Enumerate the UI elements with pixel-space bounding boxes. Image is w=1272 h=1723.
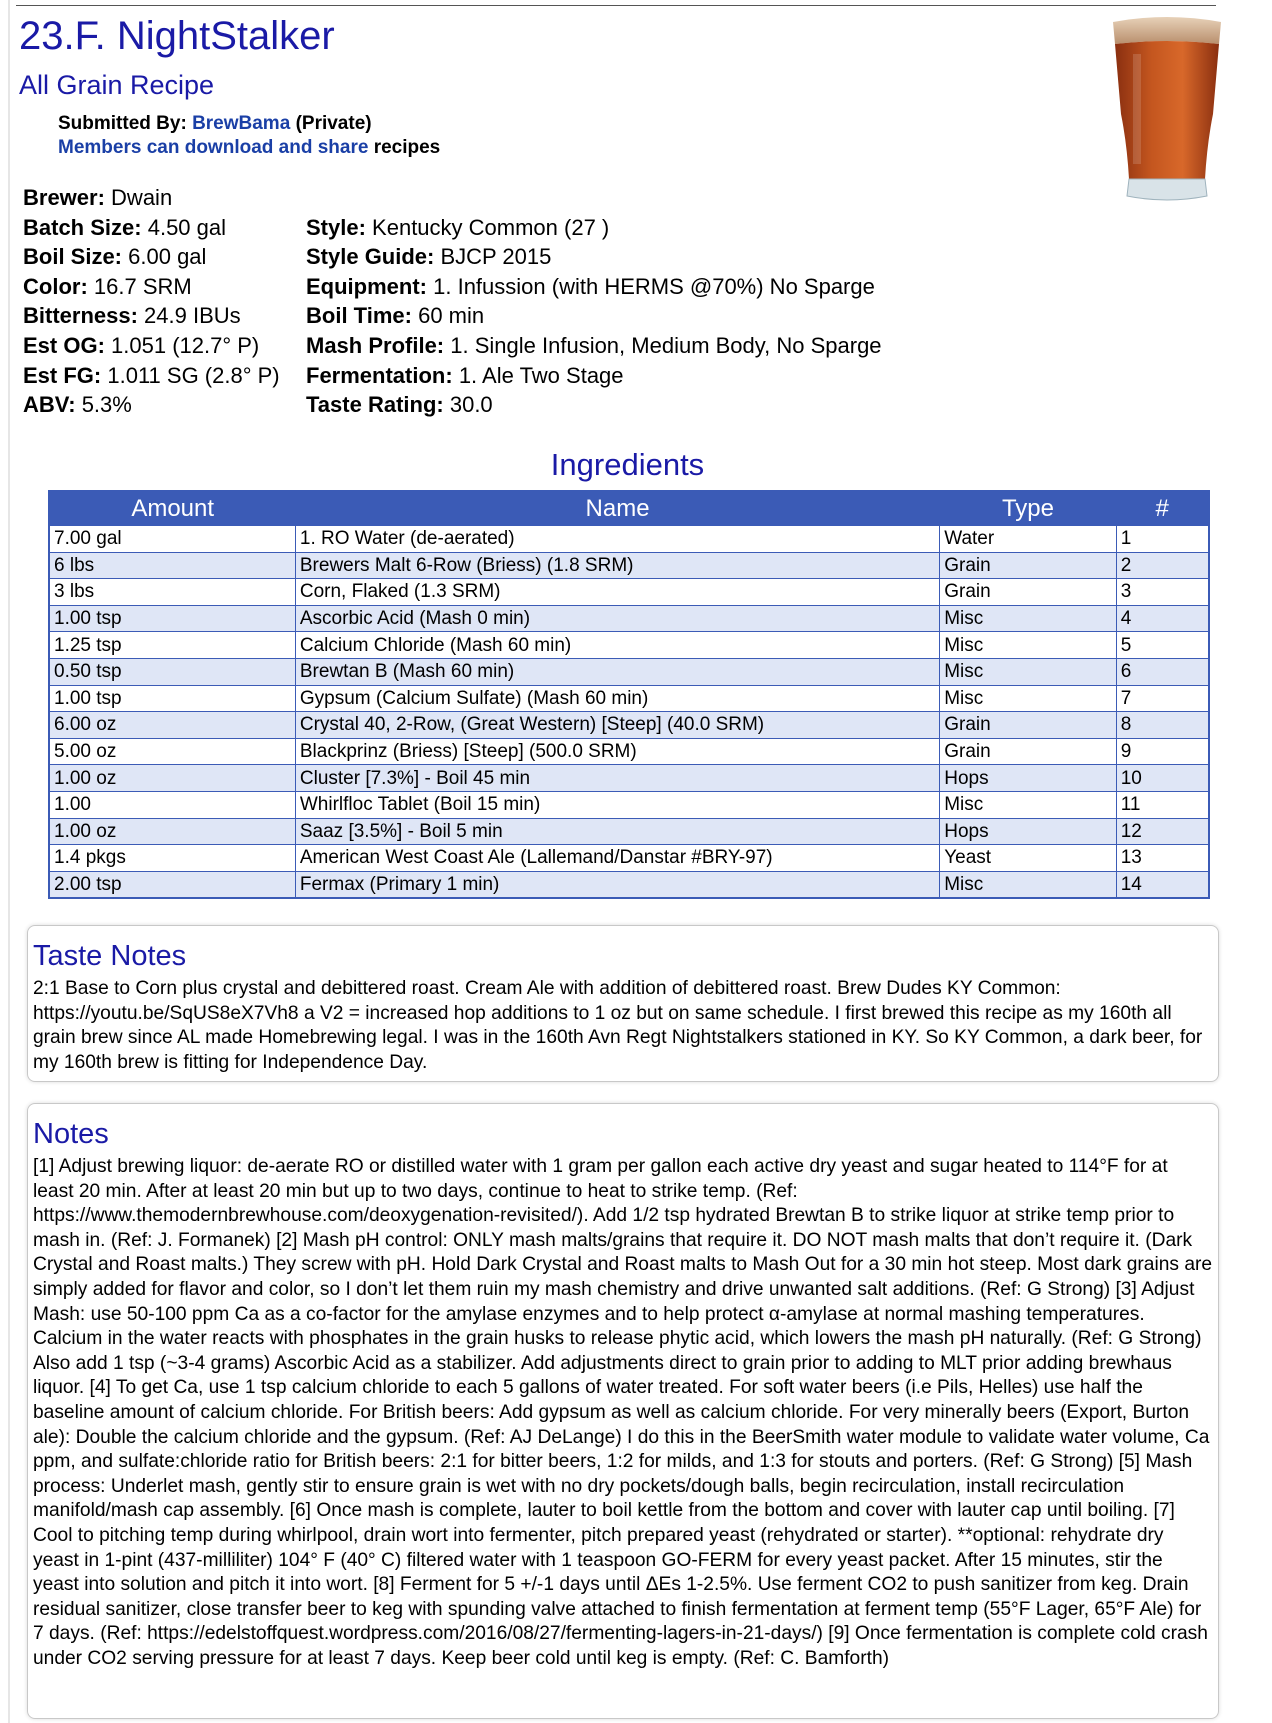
cell-type: Water — [940, 526, 1117, 553]
cell-number: 12 — [1116, 818, 1209, 845]
ingredients-header-row — [49, 491, 1209, 526]
cell-number: 14 — [1116, 871, 1209, 898]
beer-glass-icon — [1107, 14, 1227, 214]
submitted-block — [58, 112, 440, 160]
cell-type: Grain — [940, 579, 1117, 606]
cell-number: 11 — [1116, 791, 1209, 818]
submitted-label: Submitted By: — [58, 113, 187, 134]
stat-bitterness: Bitterness: 24.9 IBUs — [23, 303, 241, 329]
table-row — [49, 765, 1209, 792]
stat-style: Style: Kentucky Common (27 ) — [306, 214, 610, 240]
cell-amount: 6.00 oz — [49, 712, 295, 739]
table-row — [49, 552, 1209, 579]
table-row — [49, 605, 1209, 632]
cell-type: Misc — [940, 658, 1117, 685]
table-row — [49, 632, 1209, 659]
cell-name: 1. RO Water (de-aerated) — [295, 526, 939, 553]
column-header-type: Type — [940, 491, 1117, 526]
table-row — [49, 871, 1209, 898]
cell-type: Grain — [940, 552, 1117, 579]
recipe-stats-right — [306, 213, 882, 420]
cell-number: 13 — [1116, 845, 1209, 872]
cell-name: Blackprinz (Briess) [Steep] (500.0 SRM) — [295, 738, 939, 765]
cell-type: Grain — [940, 712, 1117, 739]
cell-type: Misc — [940, 632, 1117, 659]
table-row — [49, 658, 1209, 685]
cell-amount: 5.00 oz — [49, 738, 295, 765]
stat-boil-time: Boil Time: 60 min — [306, 303, 485, 329]
cell-amount: 0.50 tsp — [49, 658, 295, 685]
table-row — [49, 526, 1209, 553]
cell-amount: 7.00 gal — [49, 526, 295, 553]
ingredients-body — [49, 526, 1209, 899]
stat-taste-rating: Taste Rating: 30.0 — [306, 392, 493, 418]
table-row — [49, 818, 1209, 845]
cell-name: Brewers Malt 6-Row (Briess) (1.8 SRM) — [295, 552, 939, 579]
stat-est-fg: Est FG: 1.011 SG (2.8° P) — [23, 362, 280, 388]
cell-amount: 1.00 oz — [49, 818, 295, 845]
recipe-stats-left — [23, 183, 280, 420]
stat-brewer: Brewer: Dwain — [23, 185, 173, 210]
notes-text: [1] Adjust brewing liquor: de-aerate RO or distilled water with 1 gram per gallon each active dry yeast and sugar heated to 114°F for at least 20 min. After at least 20 min but up to two days, continue to heat to strike temp. (Ref: https://www.themodernbrewhouse.com/deoxygenation-revisited/). Add 1/2 tsp hydrated Brewtan B to strike liquor at strike temp prior to mash in. (Ref: J. Formanek) [2] Mash pH control: ONLY mash malts/grains that require it. DO NOT mash malts that don’t require it. (Dark Crystal and Roast malts.) They screw with pH. Hold Dark Crystal and Roast malts to Mash Out for a 30 min hot steep. Most dark grains are simply added for flavor and color, so I don’t let them ruin my mash chemistry and drive unwanted salt additions. (Ref: G Strong) [3] Adjust Mash: use 50-100 ppm Ca as a co-factor for the amylase enzymes and to help protect α-amylase at normal mashing temperatures. Calcium in the water reacts with phosphates in the grain husks to release phytic acid, which lowers the mash pH naturally. (Ref: G Strong) Also add 1 tsp (~3-4 grams) Ascorbic Acid as a stabilizer. Add adjustments direct to grain prior to adding to MLT prior adding brewhaus liquor. [4] To get Ca, use 1 tsp calcium chloride to each 5 gallons of water treated. For soft water beers (i.e Pils, Helles) use half the baseline amount of calcium chloride. For British beers: Add gypsum as well as calcium chloride. For very minerally beers (Export, Burton ale): Double the calcium chloride and the gypsum. (Ref: AJ DeLange) I do this in the BeerSmith water module to validate water volume, Ca ppm, and sulfate:chloride ratio for British beers: 2:1 for bitter beers, 1:2 for milds, and 1:3 for stouts and porters. (Ref: G Strong) [5] Mash process: Underlet mash, gently stir to ensure grain is wet with no dry pockets/dough balls, begin recirculation, install recirculation manifold/mash cap assembly. [6] Once mash is complete, lauter to boil kettle from the bottom and cover with lauter cap until boiling. [7] Cool to pitching temp during whirlpool, drain wort into fermenter, pitch prepared yeast (rehydrated or starter). **optional: rehydrate dry yeast in 1-pint (437-milliliter) 104° F (40° C) filtered water with 1 teaspoon GO-FERM for every yeast packet. After 15 minutes, stir the yeast into solution and pitch it into wort. [8] Ferment for 5 +/-1 days until ΔEs 1-2.5%. Use ferment CO2 to push sanitizer from keg. Drain residual sanitizer, close transfer beer to keg with spunding valve attached to finish fermentation at ferment temp (55°F Lager, 65°F Ale) for 7 days. (Ref: https://edelstoffquest.wordpress.com/2016/08/27/fermenting-lagers-in-21-days/) [9] Once fermentation is complete cold crash under CO2 serving pressure for at least 7 days. Keep beer cold until keg is empty. (Ref: C. Bamforth) — [33, 1156, 1213, 1669]
cell-name: Whirlfloc Tablet (Boil 15 min) — [295, 791, 939, 818]
cell-name: Gypsum (Calcium Sulfate) (Mash 60 min) — [295, 685, 939, 712]
stat-color: Color: 16.7 SRM — [23, 273, 192, 299]
cell-amount: 1.00 — [49, 791, 295, 818]
cell-amount: 3 lbs — [49, 579, 295, 606]
stat-mash-profile: Mash Profile: 1. Single Infusion, Medium Body, No Sparge — [306, 332, 882, 358]
cell-number: 8 — [1116, 712, 1209, 739]
stat-est-og: Est OG: 1.051 (12.7° P) — [23, 332, 260, 358]
cell-name: American West Coast Ale (Lallemand/Danstar #BRY-97) — [295, 845, 939, 872]
cell-number: 9 — [1116, 738, 1209, 765]
cell-type: Grain — [940, 738, 1117, 765]
cell-amount: 1.4 pkgs — [49, 845, 295, 872]
stat-style-guide: Style Guide: BJCP 2015 — [306, 244, 552, 270]
cell-amount: 2.00 tsp — [49, 871, 295, 898]
cell-number: 6 — [1116, 658, 1209, 685]
cell-name: Ascorbic Acid (Mash 0 min) — [295, 605, 939, 632]
cell-number: 5 — [1116, 632, 1209, 659]
cell-name: Fermax (Primary 1 min) — [295, 871, 939, 898]
submitter-link[interactable]: BrewBama — [192, 113, 291, 134]
stat-fermentation: Fermentation: 1. Ale Two Stage — [306, 362, 624, 388]
table-row — [49, 685, 1209, 712]
stat-batch-size: Batch Size: 4.50 gal — [23, 214, 227, 240]
notes-heading: Notes — [33, 1118, 109, 1150]
cell-name: Crystal 40, 2-Row, (Great Western) [Steep] (40.0 SRM) — [295, 712, 939, 739]
table-row — [49, 738, 1209, 765]
cell-amount: 1.25 tsp — [49, 632, 295, 659]
table-row — [49, 712, 1209, 739]
stat-equipment: Equipment: 1. Infussion (with HERMS @70%) No Sparge — [306, 273, 875, 299]
cell-amount: 1.00 oz — [49, 765, 295, 792]
cell-name: Calcium Chloride (Mash 60 min) — [295, 632, 939, 659]
members-link[interactable]: Members can download and share — [58, 137, 369, 158]
cell-amount: 1.00 tsp — [49, 605, 295, 632]
taste-notes-panel — [27, 925, 1219, 1082]
cell-type: Misc — [940, 605, 1117, 632]
cell-number: 4 — [1116, 605, 1209, 632]
cell-number: 2 — [1116, 552, 1209, 579]
recipe-type: All Grain Recipe — [19, 70, 215, 100]
cell-number: 10 — [1116, 765, 1209, 792]
cell-name: Saaz [3.5%] - Boil 5 min — [295, 818, 939, 845]
cell-amount: 6 lbs — [49, 552, 295, 579]
cell-name: Brewtan B (Mash 60 min) — [295, 658, 939, 685]
taste-notes-heading: Taste Notes — [33, 940, 187, 972]
private-label: (Private) — [295, 113, 372, 134]
cell-number: 7 — [1116, 685, 1209, 712]
cell-type: Misc — [940, 791, 1117, 818]
left-border — [8, 0, 10, 1723]
cell-number: 3 — [1116, 579, 1209, 606]
taste-notes-text: 2:1 Base to Corn plus crystal and debittered roast. Cream Ale with addition of debittered roast. Brew Dudes KY Common: https://youtu.be/SqUS8eX7Vh8 a V2 = increased hop additions to 1 oz but on same schedule. I first brewed this recipe as my 160th all grain brew since AL made Homebrewing legal. I was in the 160th Avn Regt Nightstalkers stationed in KY. So KY Common, a dark beer, for my 160th brew is fitting for Independence Day. — [33, 978, 1203, 1073]
stat-boil-size: Boil Size: 6.00 gal — [23, 244, 207, 270]
recipes-text: recipes — [373, 137, 441, 158]
cell-type: Misc — [940, 871, 1117, 898]
table-row — [49, 791, 1209, 818]
cell-type: Hops — [940, 818, 1117, 845]
cell-number: 1 — [1116, 526, 1209, 553]
recipe-title: 23.F. NightStalker — [19, 14, 335, 58]
ingredients-heading: Ingredients — [550, 447, 705, 482]
table-row — [49, 579, 1209, 606]
table-row — [49, 845, 1209, 872]
cell-name: Corn, Flaked (1.3 SRM) — [295, 579, 939, 606]
column-header-name: Name — [295, 491, 939, 526]
cell-type: Misc — [940, 685, 1117, 712]
cell-type: Yeast — [940, 845, 1117, 872]
notes-panel — [27, 1103, 1219, 1719]
ingredients-table — [48, 490, 1210, 899]
cell-type: Hops — [940, 765, 1117, 792]
stat-abv: ABV: 5.3% — [23, 392, 132, 418]
column-header-amount: Amount — [49, 491, 295, 526]
cell-amount: 1.00 tsp — [49, 685, 295, 712]
top-divider — [16, 5, 1216, 6]
column-header-number: # — [1116, 491, 1209, 526]
cell-name: Cluster [7.3%] - Boil 45 min — [295, 765, 939, 792]
